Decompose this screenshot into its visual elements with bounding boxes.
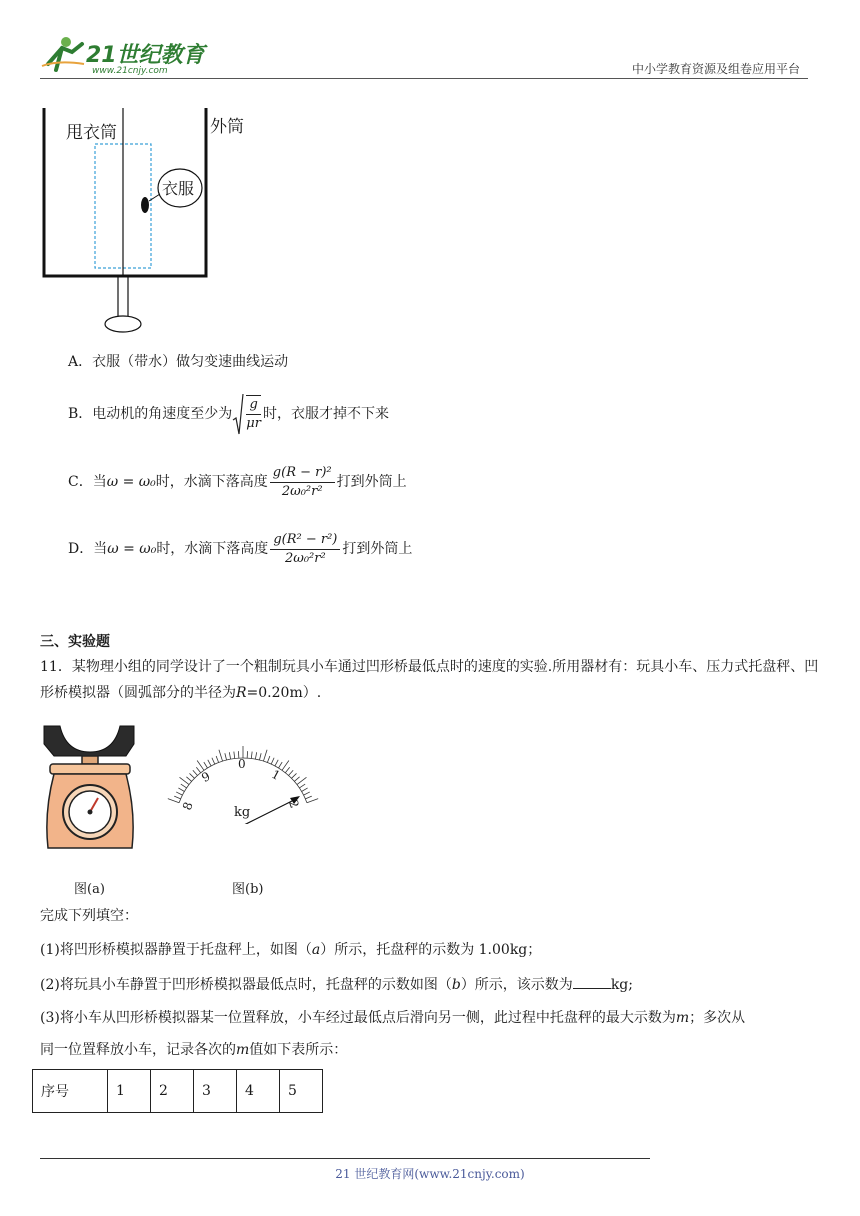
dial-tick [289, 770, 294, 775]
dial-tick [271, 758, 274, 764]
table-cell: 2 [151, 1070, 194, 1113]
dial-unit: kg [234, 805, 251, 820]
dial-tick [263, 750, 267, 761]
header-platform-text: 中小学教育资源及组卷应用平台 [631, 62, 800, 76]
dial-tick [292, 773, 297, 778]
footer-text: 21 世纪教育网(www.21cnjy.com) [335, 1167, 525, 1181]
dial-tick [193, 770, 198, 775]
dial-tick [259, 753, 261, 760]
footer-divider [40, 1158, 650, 1159]
label-inner-drum: 甩衣筒 [66, 123, 117, 143]
label-outer-drum: 外筒 [210, 117, 244, 137]
sqrt-expression: $\frac{g}{\mu r}$ [232, 392, 263, 436]
dial-tick [251, 752, 252, 759]
fraction-d: $\frac{\text{g(R² − r²)}}{\text{2ω₀²r²}}$ [270, 531, 340, 568]
dial-tick [219, 750, 223, 761]
table-cell: 4 [237, 1070, 280, 1113]
dial-tick [307, 799, 318, 803]
dial-tick [302, 788, 308, 792]
scale-figure [40, 722, 140, 854]
fill-intro: 完成下列填空： [40, 908, 138, 924]
fraction-c: $\frac{\text{g(R − r)²}}{\text{2ω₀²r²}}$ [270, 464, 335, 501]
dial-label-0: 0 [238, 757, 246, 771]
answer-blank[interactable] [573, 974, 611, 989]
step-3: (3)将小车从凹形桥模拟器某一位置释放，小车经过最低点后滑向另一侧，此过程中托盘秤的最大示数为m；多次从 [40, 1010, 746, 1026]
dial-tick [297, 777, 307, 784]
dial-tick [282, 760, 289, 770]
dial-label-8: 8 [179, 800, 196, 812]
table-row [33, 1070, 323, 1113]
dial-tick [225, 753, 227, 760]
option-c: C．当ω = ω₀时，水滴下落高度 $\frac{\text{g(R − r)²}}{\text{2ω₀²r²}}$ 打到外筒上 [68, 464, 407, 499]
dial-ticks [168, 746, 318, 803]
dial-tick [299, 784, 305, 788]
step-2: (2)将玩具小车静置于凹形桥模拟器最低点时，托盘秤的示数如图（b）所示，该示数为 kg; [40, 974, 633, 995]
caption-fig-a: 图(a) [74, 882, 105, 897]
dial-label-2: 2 [285, 798, 302, 810]
dial-tick [197, 760, 204, 770]
label-clothes: 衣服 [162, 179, 195, 198]
dial-tick [305, 796, 311, 799]
table-cell: 1 [108, 1070, 151, 1113]
step-1: (1)将凹形桥模拟器静置于托盘秤上，如图（a）所示，托盘秤的示数为 1.00kg； [40, 942, 542, 958]
dial-tick [181, 784, 187, 788]
dial-tick [174, 796, 180, 799]
dial-label-9: 9 [199, 769, 213, 785]
dial-tick [212, 758, 215, 764]
step-3-cont: 同一位置释放小车，记录各次的m值如下表所示： [40, 1042, 348, 1058]
dial-tick [294, 777, 299, 782]
dial-tick [190, 773, 195, 778]
section-title: 三、实验题 [40, 634, 110, 650]
table-cell: 3 [194, 1070, 237, 1113]
dial-tick [304, 792, 310, 795]
dial-tick [186, 777, 191, 782]
dial-tick [275, 760, 278, 766]
logo-text: 21世纪教育 [86, 43, 205, 68]
logo-url: www.21cnjy.com [92, 66, 168, 76]
table-cell: 5 [280, 1070, 323, 1113]
table-header-cell: 序号 [33, 1070, 108, 1113]
header-divider [40, 78, 808, 79]
dial-tick [204, 762, 208, 768]
dial-label-1: 1 [269, 767, 283, 783]
dial-tick [216, 756, 219, 763]
dial-tick [279, 762, 283, 768]
dial-tick [176, 792, 182, 795]
dial-tick [234, 752, 235, 759]
dial-tick [267, 756, 270, 763]
dial-tick [229, 752, 230, 759]
dial-tick [178, 788, 184, 792]
dial-tick [208, 760, 211, 766]
caption-fig-b: 图(b) [232, 882, 264, 897]
option-b: B．电动机的角速度至少为 $\frac{g}{\mu r}$ 时，衣服才掉不下来 [68, 392, 389, 436]
dial-tick [168, 799, 179, 803]
results-table [32, 1069, 323, 1113]
dial-tick [285, 767, 289, 772]
option-a: A．衣服（带水）做匀变速曲线运动 [68, 354, 289, 370]
dial-tick [180, 777, 190, 784]
question-11-stem: 11．某物理小组的同学设计了一个粗制玩具小车通过凹形桥最低点时的速度的实验.所用器材有：玩具小车、压力式托盘秤、凹形桥模拟器（圆弧部分的半径为R=0.20m）. [40, 659, 819, 701]
option-d: D．当ω = ω₀时，水滴下落高度 $\frac{\text{g(R² − r²)}}{\text{2ω₀²r²}}$ 打到外筒上 [68, 531, 413, 566]
dial-tick [255, 752, 256, 759]
